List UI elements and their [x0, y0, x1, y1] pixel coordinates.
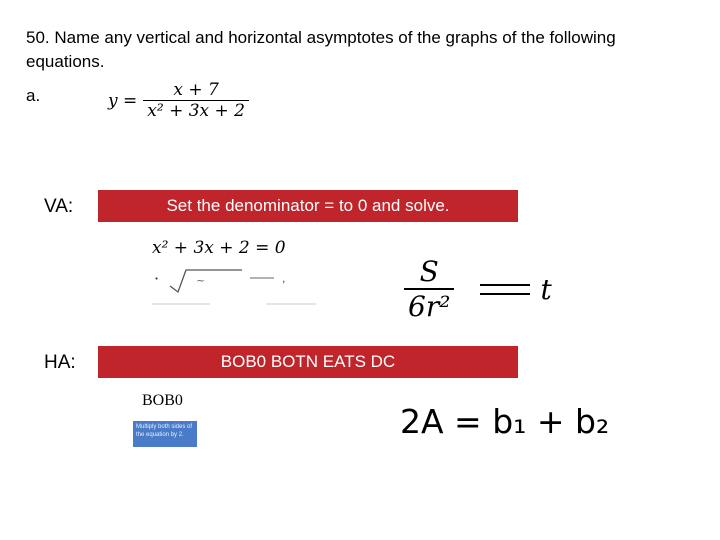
denominator-equation: x² + 3x + 2 = 0	[152, 238, 286, 258]
trapezoid-formula: 2A = b₁ + b₂	[400, 402, 610, 441]
va-instruction-bar: Set the denominator = to 0 and solve.	[98, 190, 518, 222]
svg-text:,: ,	[282, 271, 286, 285]
bob-text: BOB0	[142, 392, 183, 409]
ha-label: HA:	[44, 352, 76, 373]
side-formula-fraction	[404, 255, 454, 323]
side-formula-numerator: S	[419, 255, 439, 288]
svg-text:~: ~	[196, 274, 206, 287]
ha-instruction-bar: BOB0 BOTN EATS DC	[98, 346, 518, 378]
equals-sign	[480, 284, 530, 295]
va-label: VA:	[44, 196, 74, 217]
side-formula	[398, 255, 552, 323]
side-formula-rhs: t	[540, 272, 552, 306]
equation-denominator: x² + 3x + 2	[143, 100, 249, 121]
side-formula-denominator: 6r²	[404, 288, 454, 323]
equation-lhs: y =	[108, 90, 138, 111]
faint-sketch-graphic	[150, 262, 320, 314]
rational-equation	[108, 80, 249, 121]
note-box: Multiply both sides of the equation by 2.	[133, 421, 197, 447]
equation-numerator: x + 7	[173, 80, 219, 100]
part-label: a.	[26, 86, 41, 105]
svg-text:·: ·	[154, 269, 160, 288]
equation-fraction	[143, 80, 249, 121]
question-text: 50. Name any vertical and horizontal asymptotes of the graphs of the following equations.	[26, 28, 616, 71]
